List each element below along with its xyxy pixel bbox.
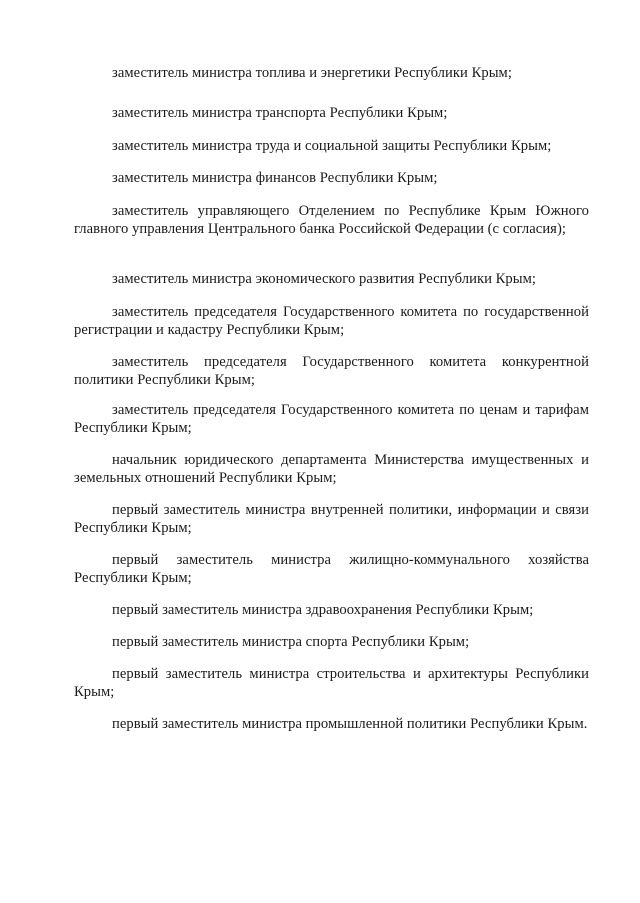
list-item: заместитель председателя Государственного комитета по ценам и тарифам Республики Крым;	[74, 402, 589, 436]
list-item: заместитель председателя Государственного комитета по государственной регистрации и кадастру Республики Крым;	[74, 304, 589, 338]
list-item: заместитель министра транспорта Республики Крым;	[112, 105, 448, 121]
list-item: первый заместитель министра здравоохранения Республики Крым;	[112, 602, 534, 618]
list-item: заместитель министра финансов Республики Крым;	[112, 170, 438, 186]
list-item: первый заместитель министра промышленной политики Республики Крым.	[112, 716, 588, 732]
list-item: первый заместитель министра строительства и архитектуры Республики Крым;	[74, 666, 589, 700]
list-item: первый заместитель министра жилищно-коммунального хозяйства Республики Крым;	[74, 552, 589, 586]
list-item: заместитель министра топлива и энергетики Республики Крым;	[112, 65, 512, 81]
list-item: заместитель министра экономического развития Республики Крым;	[112, 271, 537, 287]
list-item: первый заместитель министра внутренней политики, информации и связи Республики Крым;	[74, 502, 589, 536]
list-item: заместитель председателя Государственного комитета конкурентной политики Республики Крым;	[74, 354, 589, 388]
list-item: первый заместитель министра спорта Республики Крым;	[112, 634, 470, 650]
list-item: заместитель управляющего Отделением по Республике Крым Южного главного управления Центрального банка Российской Федерации (с согласия);	[74, 203, 589, 237]
list-item: заместитель министра труда и социальной защиты Республики Крым;	[112, 138, 552, 154]
list-item: начальник юридического департамента Министерства имущественных и земельных отношений Республики Крым;	[74, 452, 589, 486]
